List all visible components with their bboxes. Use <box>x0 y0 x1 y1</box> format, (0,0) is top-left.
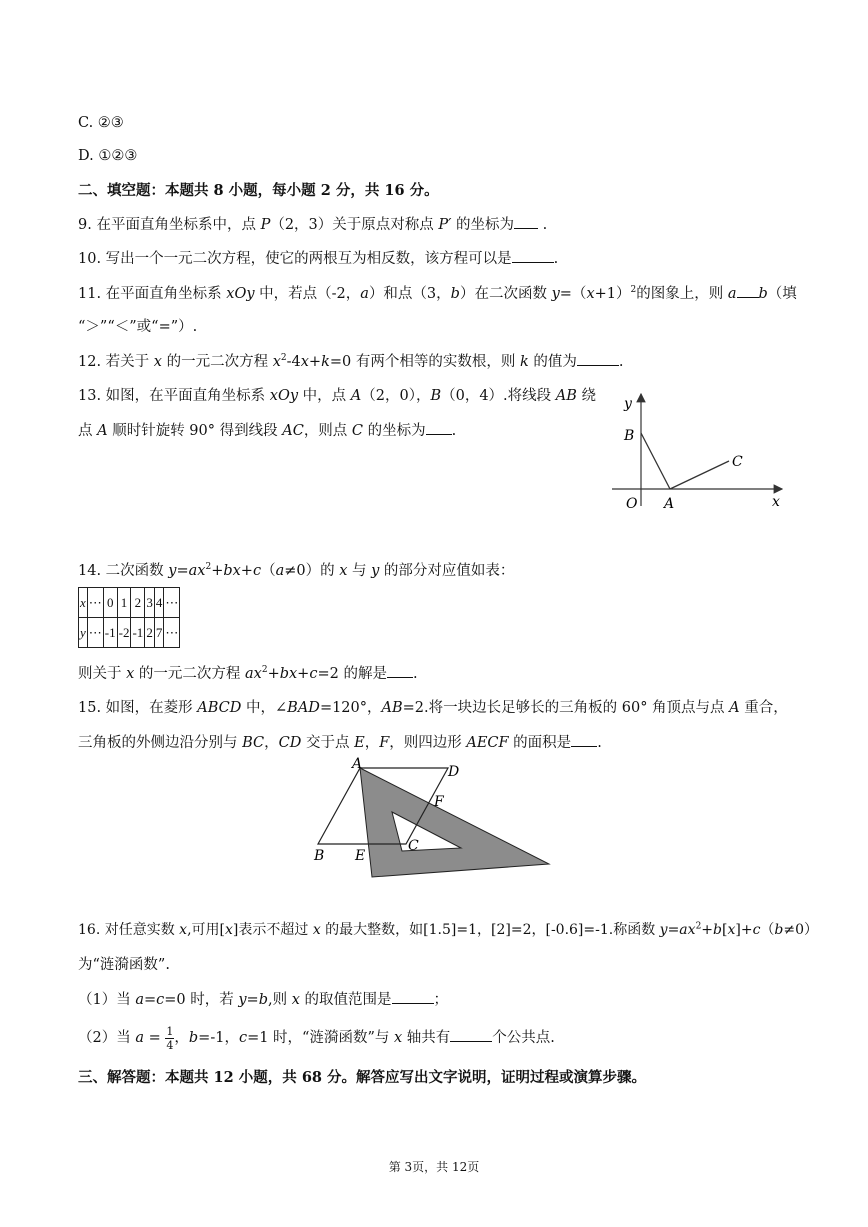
label-o: O <box>626 496 638 512</box>
label-x: x <box>772 494 780 510</box>
table-cell: 3 <box>145 588 155 618</box>
question-13-line-2: 点 A 顺时针旋转 90° 得到线段 AC，则点 C 的坐标为 . <box>78 420 456 441</box>
label-c: C <box>408 838 419 854</box>
option-c: C. ②③ <box>78 115 124 131</box>
answer-blank <box>392 989 434 1004</box>
question-14: 14. 二次函数 $y=ax^2+bx+c(a\ne 0)$的 x 与 y 的部分对应值如表： <box>78 562 515 579</box>
question-13: 13. 如图，在平面直角坐标系 xOy 中，点 A（2，0），B（0，4）.将线段 AB 绕 <box>78 388 597 404</box>
table-cell: 1 <box>117 588 131 618</box>
question-15: 15. 如图，在菱形 ABCD 中，∠BAD=120°，AB=2.将一块边长足够长的三角板的 60° 角顶点与点 A 重合， <box>78 700 788 716</box>
label-e: E <box>355 848 366 864</box>
table-cell: ⋯ <box>87 618 103 648</box>
label-b: B <box>314 848 325 864</box>
section-heading-fill-in: 二、填空题：本题共 8 小题，每小题 2 分，共 16 分。 <box>78 182 439 199</box>
table-row <box>79 618 180 648</box>
fraction: $\frac{1}{4}$ <box>166 1024 174 1052</box>
table-cell: 0 <box>103 588 117 618</box>
table-cell: 2 <box>131 588 145 618</box>
answer-blank <box>387 663 413 678</box>
answer-blank <box>571 732 597 747</box>
q13-coordinate-figure <box>608 388 792 514</box>
table-cell: x <box>79 588 88 618</box>
answer-blank <box>450 1027 492 1042</box>
section-heading-answers: 三、解答题：本题共 12 小题，共 68 分。解答应写出文字说明，证明过程或演算步骤。 <box>78 1069 647 1086</box>
page-footer: 第 3页，共 12页 <box>388 1160 480 1174</box>
question-14-line-3: 则关于 x 的一元二次方程 $ax^2+bx+c=2$ 的解是 . <box>78 663 418 684</box>
answer-blank <box>577 351 619 366</box>
label-d: D <box>448 764 460 780</box>
table-cell: ⋯ <box>87 588 103 618</box>
answer-blank <box>737 283 759 298</box>
table-cell: 2 <box>145 618 155 648</box>
label-a: A <box>352 756 363 772</box>
question-16-part-1: （1）当 a=c=0 时，若 y=b,则 x 的取值范围是 ； <box>78 989 448 1010</box>
question-11-line-2: “＞”“＜”或“=”）. <box>78 319 198 335</box>
answer-blank <box>426 420 452 435</box>
q15-rhombus-figure <box>308 756 558 882</box>
question-12: 12. 若关于 x 的一元二次方程 $x^2-4x+k=0$ 有两个相等的实数根，则 k 的值为 . <box>78 351 623 372</box>
answer-blank <box>514 214 538 229</box>
table-cell: y <box>79 618 88 648</box>
table-cell: ⋯ <box>164 588 180 618</box>
label-y: y <box>624 396 632 412</box>
question-16-line-2: 为“涟漪函数”. <box>78 957 170 973</box>
table-cell: 7 <box>154 618 164 648</box>
question-9: 9. 在平面直角坐标系中，点 P（2，3）关于原点对称点 P′ 的坐标为 . <box>78 214 547 235</box>
segment-ab <box>641 433 670 489</box>
question-16-part-2: （2）当 a = $\frac{1}{4}$ ，b=-1，c=1 时，“涟漪函数”与 x 轴共有 个公共点. <box>78 1024 555 1052</box>
table-row <box>79 588 180 618</box>
label-b: B <box>624 428 635 444</box>
table-cell: ⋯ <box>164 618 180 648</box>
option-d: D. ①②③ <box>78 148 138 164</box>
question-11: 11. 在平面直角坐标系 xOy 中，若点（-2，a）和点（3，b）在二次函数 $y=(x+1)^2$的图象上，则 a b（填 <box>78 283 797 304</box>
table-cell: -1 <box>131 618 145 648</box>
question-16: 16. 对任意实数 x,可用[x]表示不超过 x 的最大整数，如[1.5]=1，[2]=2，[-0.6]=-1.称函数 $y=ax^2+b[x]+c(b\ne 0)$ <box>78 921 819 938</box>
answer-blank <box>512 248 554 263</box>
triangle-ruler <box>360 768 549 877</box>
table-cell: -1 <box>103 618 117 648</box>
table-cell: 4 <box>154 588 164 618</box>
segment-ac <box>670 461 729 489</box>
value-table <box>78 587 180 648</box>
label-c: C <box>732 454 743 470</box>
question-15-line-2: 三角板的外侧边沿分别与 BC，CD 交于点 E，F，则四边形 AECF 的面积是 . <box>78 732 602 753</box>
label-a: A <box>664 496 675 512</box>
question-10: 10. 写出一个一元二次方程，使它的两根互为相反数，该方程可以是 . <box>78 248 558 269</box>
label-f: F <box>434 794 444 810</box>
table-cell: -2 <box>117 618 131 648</box>
